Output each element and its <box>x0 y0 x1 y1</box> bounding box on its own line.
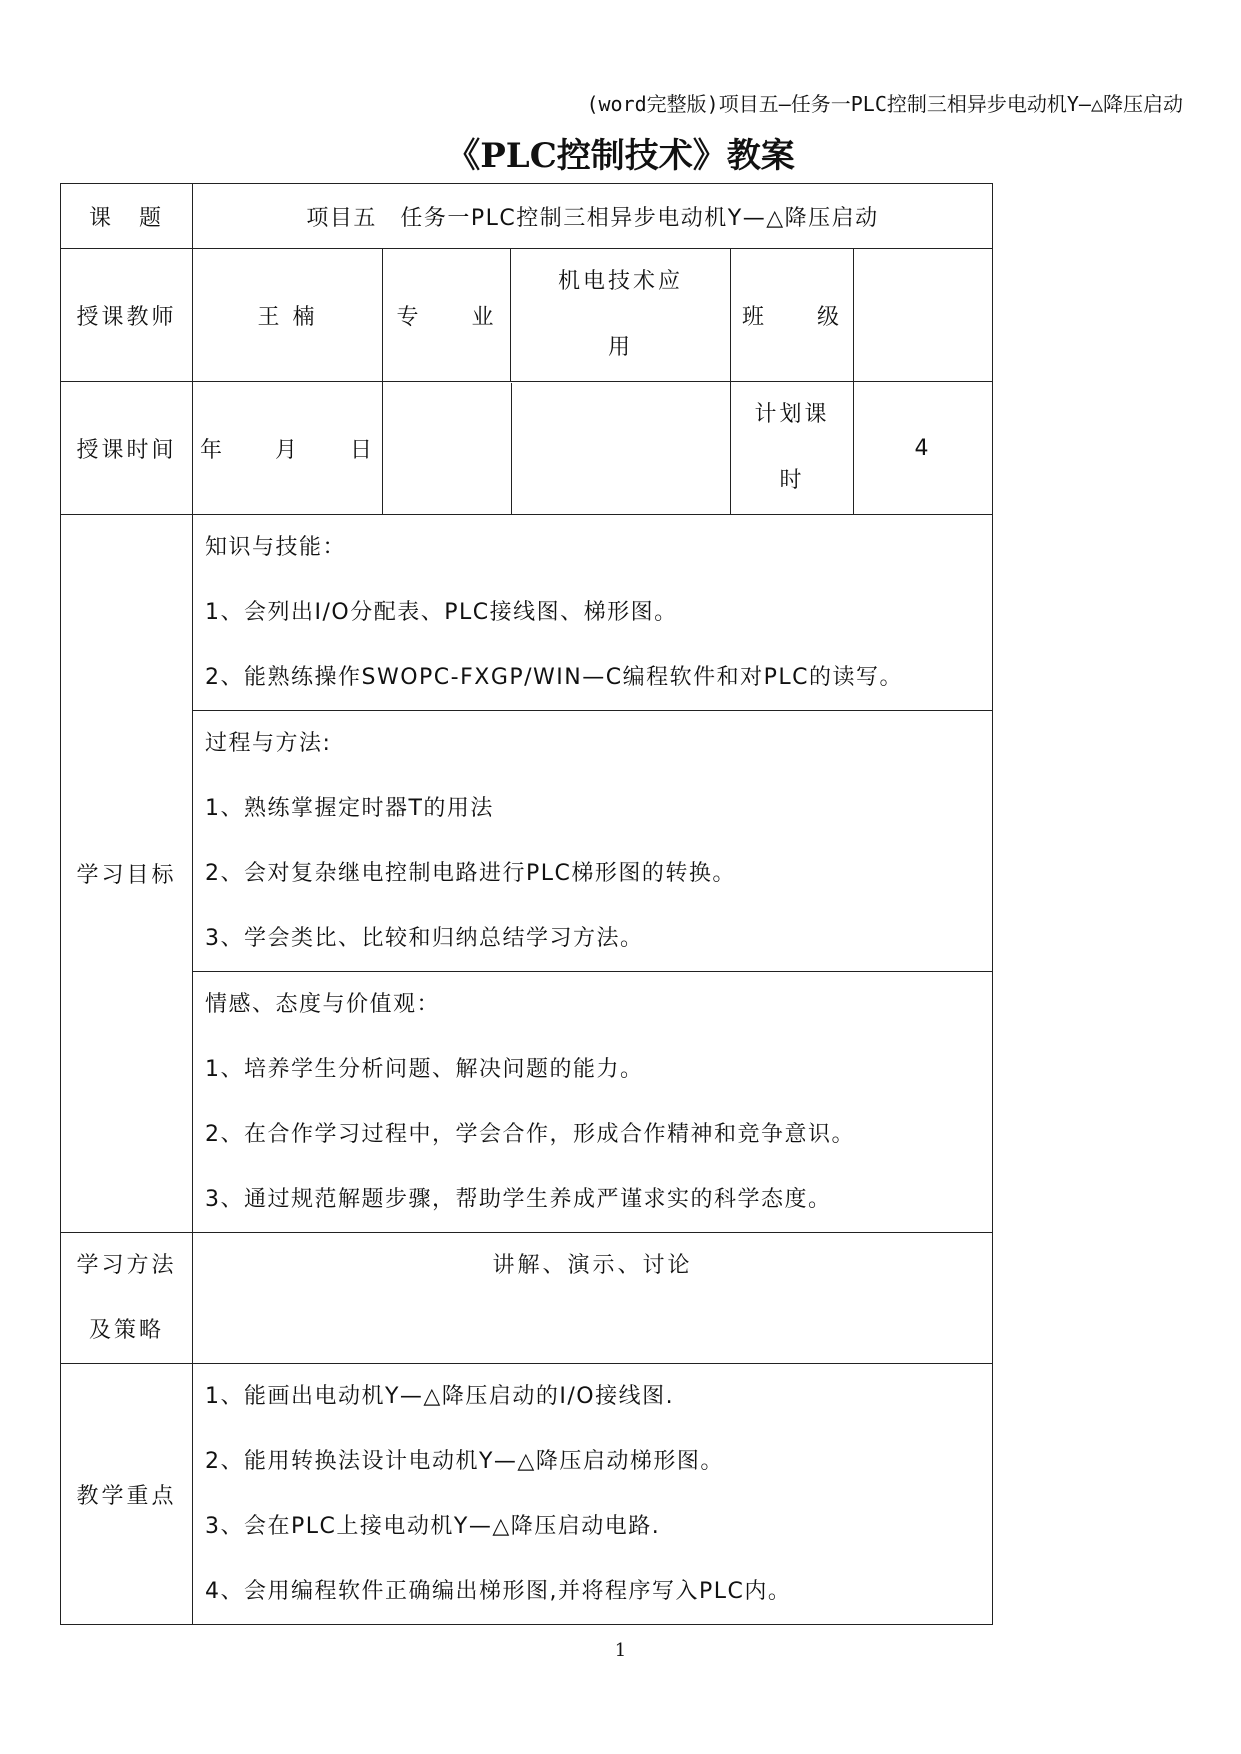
page-number: 1 <box>614 1640 627 1661</box>
key-point-item: 2、能用转换法设计电动机Y—△降压启动梯形图。 <box>205 1449 724 1474</box>
topic-label: 课 题 <box>61 184 193 249</box>
process-heading: 过程与方法: <box>205 731 332 756</box>
key-point-item: 4、会用编程软件正确编出梯形图,并将程序写入PLC内。 <box>205 1579 792 1604</box>
goals-knowledge-row <box>61 515 993 711</box>
methods-value: 讲解、演示、讨论 <box>492 1253 693 1278</box>
knowledge-item: 1、会列出I/O分配表、PLC接线图、梯形图。 <box>205 600 678 625</box>
major-value-line2: 用 <box>607 335 633 360</box>
methods-label-line1: 学习方法 <box>76 1253 177 1278</box>
goals-process <box>193 711 993 972</box>
time-blank-cell <box>383 382 731 515</box>
topic-row <box>61 184 993 249</box>
time-label: 授课时间 <box>61 382 193 515</box>
key-points <box>193 1364 993 1625</box>
teacher-name: 王 楠 <box>193 249 383 382</box>
major-value-line1: 机电技术应 <box>557 269 683 294</box>
document-header: (word完整版)项目五—任务一PLC控制三相异步电动机Y—△降压启动 <box>586 92 1183 116</box>
knowledge-item: 2、能熟练操作SWOPC-FXGP/WIN—C编程软件和对PLC的读写。 <box>205 665 903 690</box>
time-blank-left <box>383 383 511 514</box>
emotion-item: 2、在合作学习过程中，学会合作，形成合作精神和竞争意识。 <box>205 1122 855 1147</box>
teacher-row <box>61 249 993 382</box>
hours-label-line2: 时 <box>779 468 805 493</box>
hours-label-line1: 计划课 <box>754 402 830 427</box>
class-value <box>854 249 993 382</box>
time-blank-right <box>511 383 730 514</box>
topic-value: 项目五 任务一PLC控制三相异步电动机Y—△降压启动 <box>193 184 993 249</box>
methods-value-cell <box>193 1233 993 1364</box>
goals-emotion <box>193 972 993 1233</box>
time-row <box>61 382 993 515</box>
process-item: 2、会对复杂继电控制电路进行PLC梯形图的转换。 <box>205 861 736 886</box>
process-item: 1、熟练掌握定时器T的用法 <box>205 796 494 821</box>
knowledge-heading: 知识与技能： <box>205 535 347 560</box>
hours-value: 4 <box>854 382 993 515</box>
lesson-plan-table <box>60 183 993 1625</box>
goals-process-row <box>61 711 993 972</box>
process-item: 3、学会类比、比较和归纳总结学习方法。 <box>205 926 644 951</box>
emotion-heading: 情感、态度与价值观： <box>205 992 441 1017</box>
emotion-item: 1、培养学生分析问题、解决问题的能力。 <box>205 1057 644 1082</box>
methods-label-line2: 及策略 <box>88 1318 164 1343</box>
date-value: 年 月 日 <box>193 382 383 515</box>
goals-label: 学习目标 <box>61 515 193 1233</box>
key-points-label: 教学重点 <box>61 1364 193 1625</box>
major-value <box>511 249 731 382</box>
page-title: 《PLC控制技术》教案 <box>446 136 795 176</box>
methods-label <box>61 1233 193 1364</box>
hours-label <box>731 382 854 515</box>
goals-knowledge <box>193 515 993 711</box>
class-label: 班 级 <box>731 249 854 382</box>
methods-row <box>61 1233 993 1364</box>
emotion-item: 3、通过规范解题步骤，帮助学生养成严谨求实的科学态度。 <box>205 1187 832 1212</box>
teacher-label: 授课教师 <box>61 249 193 382</box>
key-point-item: 3、会在PLC上接电动机Y—△降压启动电路. <box>205 1514 661 1539</box>
key-points-row <box>61 1364 993 1625</box>
major-label: 专 业 <box>383 249 511 382</box>
key-point-item: 1、能画出电动机Y—△降压启动的I/O接线图. <box>205 1384 675 1409</box>
goals-emotion-row <box>61 972 993 1233</box>
